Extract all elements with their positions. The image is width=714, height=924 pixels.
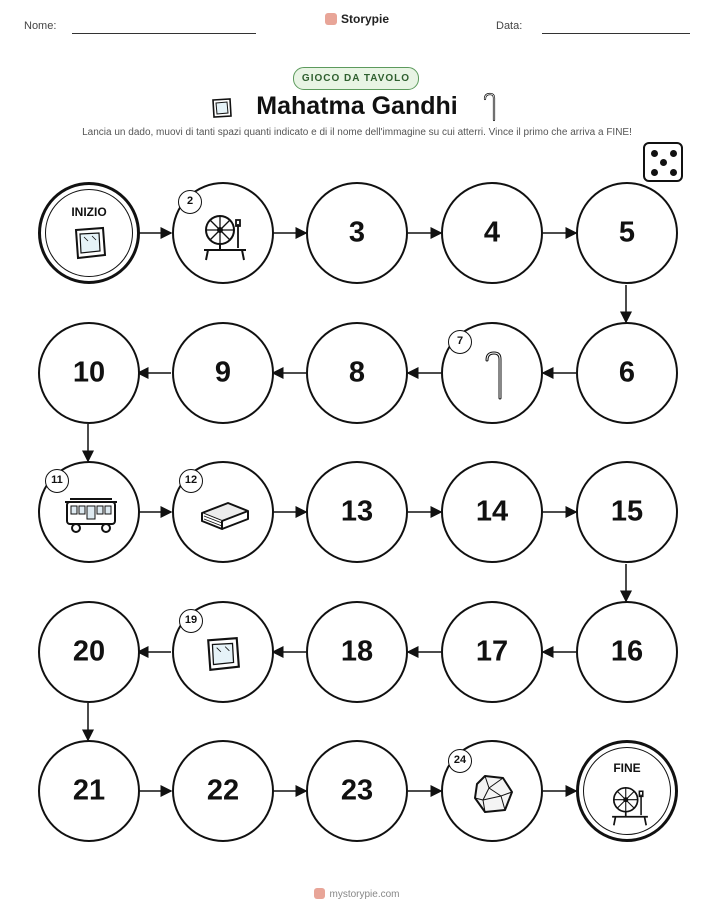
space-number: 16 <box>610 635 644 668</box>
space-number: 10 <box>72 356 106 389</box>
space-7-badge: 7 <box>448 330 472 354</box>
space-number: 15 <box>610 495 644 528</box>
space-number: 18 <box>340 635 374 668</box>
space-21[interactable] <box>38 740 140 842</box>
walking-stick-icon <box>483 350 505 402</box>
brand-name: Storypie <box>340 12 389 26</box>
page-title: Mahatma Gandhi <box>256 92 458 120</box>
space-23[interactable] <box>306 740 408 842</box>
space-number: 20 <box>72 635 106 668</box>
cloth-icon <box>72 225 108 261</box>
space-8[interactable] <box>306 322 408 424</box>
spinning-wheel-icon <box>200 208 250 262</box>
space-13[interactable] <box>306 461 408 563</box>
space-number: 9 <box>214 356 232 389</box>
salt-rock-icon <box>471 772 515 816</box>
space-18[interactable] <box>306 601 408 703</box>
space-17[interactable] <box>441 601 543 703</box>
space-20[interactable] <box>38 601 140 703</box>
space-10[interactable] <box>38 322 140 424</box>
space-9[interactable] <box>172 322 274 424</box>
space-4[interactable] <box>441 182 543 284</box>
space-number: 22 <box>206 774 240 807</box>
spinning-wheel-icon <box>608 781 652 827</box>
space-number: 23 <box>340 774 374 807</box>
space-12-badge: 12 <box>179 469 203 493</box>
space-22[interactable] <box>172 740 274 842</box>
space-3[interactable] <box>306 182 408 284</box>
name-label: Nome: <box>24 20 57 32</box>
space-number: 21 <box>72 774 106 807</box>
space-number: 13 <box>340 495 374 528</box>
space-15[interactable] <box>576 461 678 563</box>
category-badge: GIOCO DA TAVOLO <box>293 67 419 90</box>
date-label: Data: <box>496 20 523 32</box>
space-11-badge: 11 <box>45 469 69 493</box>
footer-url: mystorypie.com <box>329 889 400 900</box>
space-start[interactable] <box>38 182 140 284</box>
space-2-badge: 2 <box>178 190 202 214</box>
space-number: 8 <box>348 356 366 389</box>
space-finish[interactable] <box>576 740 678 842</box>
instructions: Lancia un dado, muovi di tanti spazi quanti indicato e di il nome dell'immagine su cui atterri. Vince il primo che arriva a FINE! <box>82 127 632 138</box>
space-number: 14 <box>475 495 509 528</box>
footer-link[interactable] <box>0 888 714 900</box>
space-19-badge: 19 <box>179 609 203 633</box>
train-icon <box>64 496 118 534</box>
space-6[interactable] <box>576 322 678 424</box>
space-14[interactable] <box>441 461 543 563</box>
space-5[interactable] <box>576 182 678 284</box>
space-16[interactable] <box>576 601 678 703</box>
finish-label: FINE <box>613 761 641 775</box>
space-number: 4 <box>483 216 501 249</box>
start-label: INIZIO <box>71 205 107 219</box>
cloth-icon <box>204 635 242 673</box>
storypie-logo-icon <box>314 888 325 899</box>
space-number: 5 <box>618 216 636 249</box>
space-number: 17 <box>475 635 509 668</box>
space-24-badge: 24 <box>448 749 472 773</box>
space-number: 3 <box>348 216 366 249</box>
space-number: 6 <box>618 356 636 389</box>
book-icon <box>198 497 252 531</box>
